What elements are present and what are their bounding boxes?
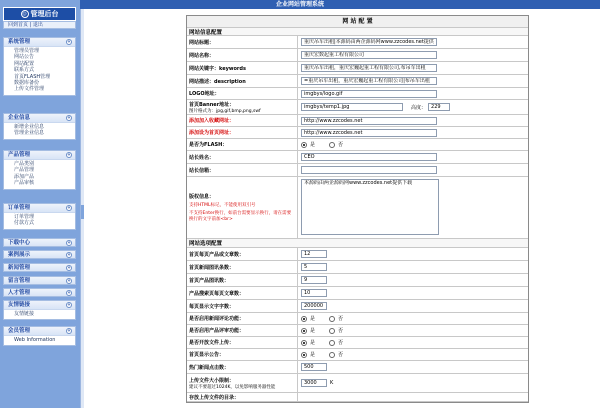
logo-icon: ◎ xyxy=(22,11,27,17)
search-count-input[interactable]: 10 xyxy=(301,289,327,297)
tab-downloads[interactable]: 下载中心 » xyxy=(3,238,76,247)
menu-item-add-company[interactable]: 新增企业信息 xyxy=(14,124,45,130)
row-opt-product-review: 是否启用产品评审功能： 是 否 xyxy=(187,325,528,337)
row-owner-name: 站长姓名： CEO xyxy=(187,151,528,164)
keywords-input[interactable]: 重庆吊车出租，重庆宏巍起重工程有限公司,布吊车出租 xyxy=(301,64,437,72)
panel-system xyxy=(3,37,76,96)
panel-header-company[interactable]: 企业信息 « xyxy=(4,114,75,123)
collapse-icon[interactable]: « xyxy=(67,302,71,308)
row-opt-product-count: 首页产品图讯数： 9 xyxy=(187,274,528,287)
row-opt-notice: 首页显示公告： 是 否 xyxy=(187,349,528,361)
panel-links xyxy=(3,300,76,320)
copyright-textarea[interactable]: 本源码由两企源码网www.zzcodes.net提供下载 xyxy=(301,179,439,235)
panel-header-products[interactable]: 产品管理 « xyxy=(4,151,75,160)
row-site-name: 网站名称： 重庆宏数起重工程有限公司 xyxy=(187,49,528,62)
row-opt-upload: 是否开放文件上传： 是 否 xyxy=(187,337,528,349)
expand-icon[interactable]: » xyxy=(67,278,71,284)
quick-links[interactable]: 回到首页 | 退出 xyxy=(3,21,76,29)
panel-header-links[interactable]: 友情链接 « xyxy=(4,301,75,310)
product-review-yes-radio[interactable] xyxy=(301,328,307,334)
row-opt-upload-size: 上传文件大小限制： 建议不要超过1024K，以免影响服务器性能 3000 K xyxy=(187,374,528,393)
tab-talent[interactable]: 人才管理 » xyxy=(3,288,76,297)
section-site-options: 网站选项配置 xyxy=(187,239,528,248)
sidebar xyxy=(0,0,80,408)
description-input[interactable]: =重庆吊车出租，重庆宏巍起重工程有限公司|布吊车出租 xyxy=(301,77,437,85)
collapse-icon[interactable]: « xyxy=(67,205,71,211)
collapse-icon[interactable]: « xyxy=(67,328,71,334)
row-banner: 首页Banner地址： 图片格式为：jpg,gif,bmp,png,swf imgbys/temp1.jpg 高度： 229 xyxy=(187,100,528,115)
row-opt-news-count: 首页新闻图讯条数： 5 xyxy=(187,261,528,274)
menu-item-products[interactable]: 产品管理 xyxy=(14,167,35,174)
notice-yes-radio[interactable] xyxy=(301,352,307,358)
row-opt-per-page: 首页每页产品或文章数： 12 xyxy=(187,248,528,261)
row-opt-upload-dir: 存放上传文件的目录： xyxy=(187,393,528,402)
panel-orders xyxy=(3,203,76,230)
menu-item-backup[interactable]: 数据库备份 xyxy=(14,79,40,86)
favorite-url-input[interactable]: http://www.zzcodes.net xyxy=(301,117,437,125)
flash-yes-radio[interactable] xyxy=(301,142,307,148)
top-header-bar xyxy=(0,0,600,9)
collapse-icon[interactable]: « xyxy=(67,39,71,45)
news-count-input[interactable]: 5 xyxy=(301,263,327,271)
tab-messages[interactable]: 留言管理 » xyxy=(3,276,76,285)
per-page-input[interactable]: 12 xyxy=(301,250,327,258)
tab-news[interactable]: 新闻管理 » xyxy=(3,263,76,272)
owner-email-input[interactable] xyxy=(301,166,437,174)
menu-item-web-info[interactable]: Web Information xyxy=(14,337,56,343)
panel-members xyxy=(3,326,76,346)
expand-icon[interactable]: » xyxy=(67,265,71,271)
product-review-no-radio[interactable] xyxy=(329,328,335,334)
panel-company xyxy=(3,113,76,140)
menu-item-add-product[interactable]: 添加产品 xyxy=(14,173,35,180)
row-opt-char-count: 每页显示文字字数： 200000 xyxy=(187,300,528,313)
panel-header-system[interactable]: 系统管理 « xyxy=(4,38,75,47)
menu-item-manage-company[interactable]: 管理企业信息 xyxy=(14,130,45,137)
main-content xyxy=(84,9,600,408)
site-config-form xyxy=(186,15,529,403)
menu-item-notice[interactable]: 网站公告 xyxy=(14,54,35,61)
site-name-input[interactable]: 重庆宏数起重工程有限公司 xyxy=(301,51,437,59)
admin-logo xyxy=(3,7,76,21)
menu-item-payment[interactable]: 付款方式 xyxy=(14,220,35,227)
tab-cases[interactable]: 案例展示 » xyxy=(3,250,76,259)
row-homepage-url: 添加设为首页网址： http://www.zzcodes.net xyxy=(187,127,528,139)
menu-item-admin[interactable]: 管理员管理 xyxy=(14,48,40,54)
row-opt-search-count: 产品搜索页每页文章数： 10 xyxy=(187,287,528,300)
flash-no-radio[interactable] xyxy=(329,142,335,148)
upload-yes-radio[interactable] xyxy=(301,340,307,346)
row-opt-news-comment: 是否启用新闻评论功能： 是 否 xyxy=(187,313,528,325)
section-site-info: 网站信息配置 xyxy=(187,28,528,36)
homepage-url-input[interactable]: http://www.zzcodes.net xyxy=(301,129,437,137)
panel-header-orders[interactable]: 订单管理 « xyxy=(4,204,75,213)
menu-item-upload[interactable]: 上传文件管理 xyxy=(14,86,45,93)
panel-header-members[interactable]: 会员管理 « xyxy=(4,327,75,336)
form-title: 网 站 配 置 xyxy=(187,16,528,28)
menu-item-site-config[interactable]: 网站配置 xyxy=(14,60,35,67)
owner-name-input[interactable]: CEO xyxy=(301,153,437,161)
logo-text: 管理后台 xyxy=(30,10,59,18)
news-comment-yes-radio[interactable] xyxy=(301,316,307,322)
char-count-input[interactable]: 200000 xyxy=(301,302,327,310)
row-logo: LOGO地址： imgbys/logo.gif xyxy=(187,88,528,100)
banner-height-input[interactable]: 229 xyxy=(428,103,450,111)
menu-item-orders[interactable]: 订单管理 xyxy=(14,214,35,220)
row-copyright: 版权信息： 支持HTML标记，不能使用双引号 不支持Enter换行，如前台需要显示换行，请在需要换行的文字前加<br> 本源码由两企源码网www.zzcodes.net提供下载 xyxy=(187,177,528,239)
row-site-title: 网站标题： 重庆吊车出租|本源码由两企源码网www.zzcodes.net提供 xyxy=(187,36,528,49)
collapse-icon[interactable]: « xyxy=(67,152,71,158)
panel-products xyxy=(3,150,76,190)
upload-size-input[interactable]: 3000 xyxy=(301,379,327,387)
collapse-icon[interactable]: « xyxy=(67,115,71,121)
menu-item-category[interactable]: 产品类别 xyxy=(14,161,35,167)
expand-icon[interactable]: » xyxy=(67,252,71,258)
logo-input[interactable]: imgbys/logo.gif xyxy=(301,90,437,98)
expand-icon[interactable]: » xyxy=(67,290,71,296)
expand-icon[interactable]: » xyxy=(67,240,71,246)
product-count-input[interactable]: 9 xyxy=(301,276,327,284)
menu-item-contact[interactable]: 联系方式 xyxy=(14,67,35,74)
menu-item-links[interactable]: 友情链接 xyxy=(14,311,35,317)
notice-no-radio[interactable] xyxy=(329,352,335,358)
menu-item-flash[interactable]: 首页FLASH管理 xyxy=(14,73,51,80)
hot-news-input[interactable]: 500 xyxy=(301,363,327,371)
news-comment-no-radio[interactable] xyxy=(329,316,335,322)
row-favorite-url: 添加加入收藏网址： http://www.zzcodes.net xyxy=(187,115,528,127)
row-description: 网站描述：description =重庆吊车出租，重庆宏巍起重工程有限公司|布吊车出租 xyxy=(187,75,528,88)
row-opt-hot-news: 热门新闻点击数： 500 xyxy=(187,361,528,374)
system-title: 企业网站管理系统 xyxy=(275,1,324,8)
row-flash: 是否为FLASH： 是 否 xyxy=(187,139,528,151)
banner-input[interactable]: imgbys/temp1.jpg xyxy=(301,103,403,111)
row-owner-email: 站长信箱： xyxy=(187,164,528,177)
upload-no-radio[interactable] xyxy=(329,340,335,346)
site-title-input[interactable]: 重庆吊车出租|本源码由两企源码网www.zzcodes.net提供 xyxy=(301,38,437,46)
row-keywords: 网站关键字：keywords 重庆吊车出租，重庆宏巍起重工程有限公司,布吊车出租 xyxy=(187,62,528,75)
menu-item-review[interactable]: 产品审核 xyxy=(14,180,35,187)
